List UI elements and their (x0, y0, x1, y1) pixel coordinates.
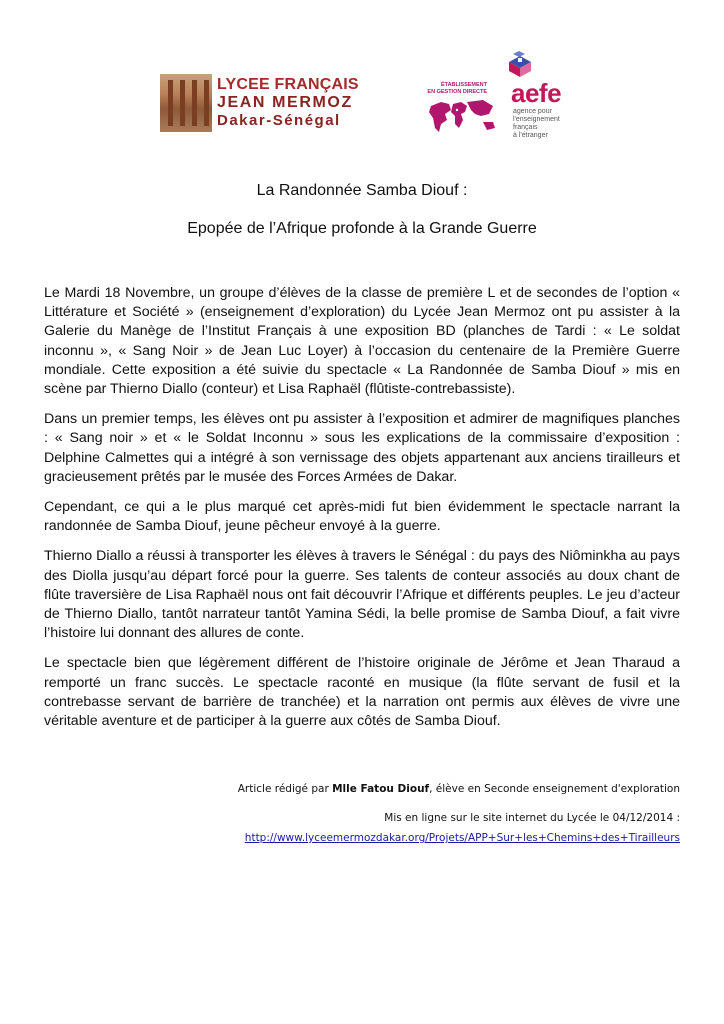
paragraph: Le Mardi 18 Novembre, un groupe d’élèves de la classe de première L et de secondes de l’option « Littérature et Société » (enseignement d’exploration) du Lycée Jean Mermoz ont pu assister à la Galerie du Manège de l’Institut Français à une exposition BD (planches de Tardi : « Le soldat inconnu », « Sang Noir » de Jean Luc Loyer) à l’occasion du centenaire de la Première Guerre mondiale. Cette exposition a été suivie du spectacle « La Randonnée de Samba Diouf » mis en scène par Thierno Diallo (conteur) et Lisa Raphaël (flûtiste-contrebassiste). (44, 285, 680, 398)
paragraph: Cependant, ce qui a le plus marqué cet après-midi fut bien évidemment le spectacle narrant la randonnée de Samba Diouf, jeune pêcheur envoyé à la guerre. (44, 499, 680, 535)
aefe-wordmark: aefe (511, 78, 562, 108)
paragraph: Thierno Diallo a réussi à transporter les élèves à travers le Sénégal : du pays des Niôminkha au pays des Diolla jusqu’au départ forcé pour la guerre. Ses talents de conteur associés au doux chant de flûte traversière de Lisa Raphaël nous ont fait découvrir l’Afrique et différents peuples. Le jeu d’acteur de Thierno Diallo, tantôt narrateur tantôt Yamina Sédi, la belle promise de Samba Diouf, a fait vivre l’histoire lui donnant des allures de conte. (44, 548, 680, 642)
aefe-cube-icon (503, 48, 537, 78)
author-credit (238, 783, 680, 795)
aefe-badge-text (425, 82, 487, 96)
aefe-badge-line1: ÉTABLISSEMENT (440, 82, 487, 88)
school-building-photo (160, 74, 212, 132)
author-suffix: , élève en Seconde enseignement d'exploration (429, 783, 680, 795)
aefe-tagline-line: agence pour (513, 108, 552, 115)
lycee-logo-line2: JEAN MERMOZ (217, 94, 353, 111)
aefe-tagline (513, 108, 560, 140)
aefe-tagline-line: français (513, 124, 538, 131)
document-title: La Randonnée Samba Diouf : (256, 182, 468, 199)
article-body (44, 284, 680, 742)
aefe-logo (425, 48, 595, 140)
lycee-logo-text (217, 76, 359, 130)
aefe-tagline-line: à l'étranger (513, 132, 548, 139)
paragraph: Dans un premier temps, les élèves ont pu assister à l’exposition et admirer de magnifiques planches : « Sang noir » et « le Soldat Inconnu » sous les explications de la commissaire d’exposition : Delphine Calmettes qui a intégré à son vernissage des objets appartenant aux anciens tirailleurs et gracieusement prêtés par le musée des Forces Armées de Dakar. (44, 411, 680, 485)
world-map-icon (427, 98, 499, 140)
lycee-logo-line1: LYCEE FRANÇAIS (217, 76, 359, 93)
header (0, 44, 724, 144)
aefe-tagline-line: l'enseignement (513, 116, 560, 123)
document-subtitle: Epopée de l’Afrique profonde à la Grande Guerre (187, 220, 537, 237)
lycee-logo (160, 74, 360, 134)
aefe-badge-line2: EN GESTION DIRECTE (427, 89, 487, 95)
article-link[interactable]: http://www.lyceemermozdakar.org/Projets/APP+Sur+les+Chemins+des+Tirailleurs (244, 832, 680, 844)
author-name: Mlle Fatou Diouf (332, 783, 430, 795)
paragraph: Le spectacle bien que légèrement différent de l’histoire originale de Jérôme et Jean Tharaud a remporté un franc succès. Le spectacle raconté en musique (la flûte servant de fusil et la contrebasse servant de barrière de tranchée) et la narration ont permis aux élèves de vivre une véritable aventure et de participer à la guerre aux côtés de Samba Diouf. (44, 655, 680, 730)
publication-note: Mis en ligne sur le site internet du Lycée le 04/12/2014 : (384, 812, 680, 824)
author-prefix: Article rédigé par (237, 783, 333, 795)
lycee-logo-line3: Dakar-Sénégal (217, 112, 341, 129)
